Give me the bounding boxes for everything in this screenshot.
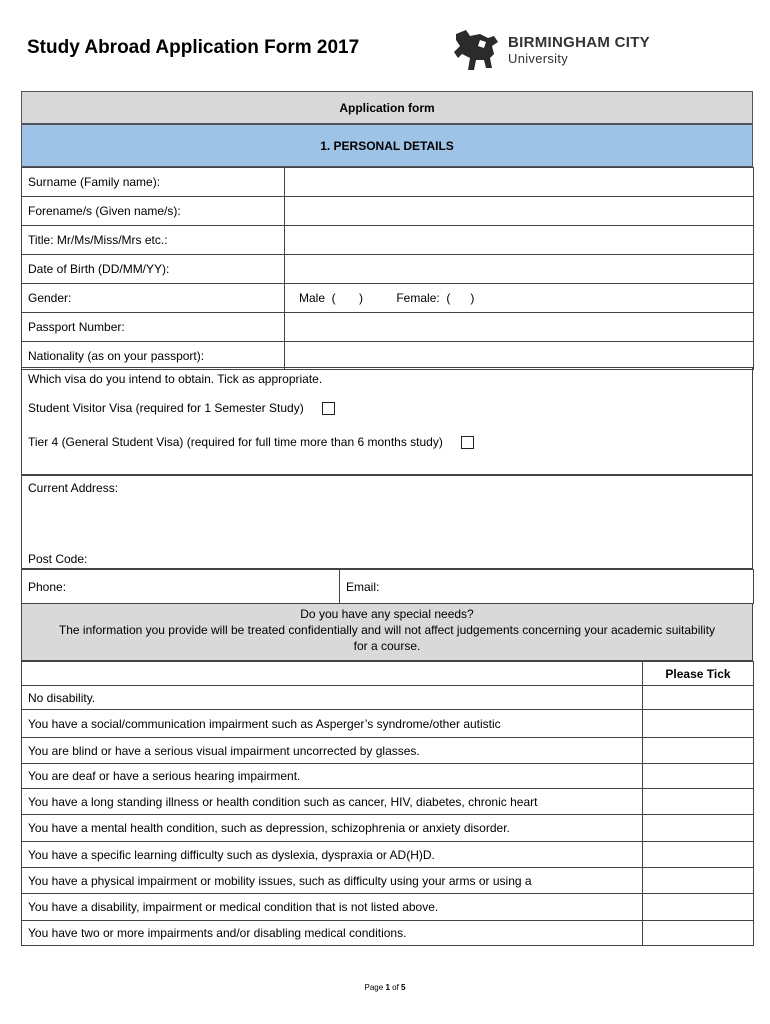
special-needs-note: The information you provide will be treated confidentially and will not affect judgements concerning your academic suitability for a course. [58,623,716,653]
page-current: 1 [385,983,390,992]
table-header-row [22,662,754,686]
tick-cell[interactable] [643,894,754,921]
field-label: Surname (Family name): [22,168,285,197]
table-row [22,764,754,789]
surname-field[interactable] [285,168,754,197]
need-label: You have a disability, impairment or medical condition that is not listed above. [22,894,643,921]
tick-cell[interactable] [643,842,754,868]
passport-number-field[interactable] [285,313,754,342]
header-blank-cell [22,662,643,686]
tick-cell[interactable] [643,710,754,738]
form-row [22,342,754,370]
tier4-visa-checkbox[interactable] [461,436,474,449]
table-row [22,868,754,894]
griffin-logo-icon [450,28,502,74]
address-label: Current Address: [28,481,119,495]
nationality-field[interactable] [285,342,754,370]
table-row [22,815,754,842]
page-prefix: Page [364,983,384,992]
visa-question: Which visa do you intend to obtain. Tick as appropriate. [28,372,323,386]
title-field[interactable] [285,226,754,255]
logo-subtitle: University [508,51,569,66]
personal-details-table [21,167,754,370]
tick-cell[interactable] [643,789,754,815]
special-needs-question: Do you have any special needs? [300,607,474,621]
email-field[interactable]: Email: [340,570,754,604]
visa-option-label: Student Visitor Visa (required for 1 Semester Study) [28,401,304,415]
tick-cell[interactable] [643,686,754,710]
table-row [22,894,754,921]
table-row [22,921,754,946]
visa-section [21,367,753,475]
special-needs-header [21,603,753,661]
visa-option-row [28,435,474,449]
need-label: You are blind or have a serious visual impairment uncorrected by glasses. [22,738,643,764]
tick-cell[interactable] [643,815,754,842]
personal-details-band [21,124,753,167]
contact-table [21,569,754,604]
table-row [22,710,754,738]
need-label: You have a long standing illness or health condition such as cancer, HIV, diabetes, chronic heart [22,789,643,815]
field-label: Date of Birth (DD/MM/YY): [22,255,285,284]
date-of-birth-field[interactable] [285,255,754,284]
table-row [22,789,754,815]
field-label: Nationality (as on your passport): [22,342,285,370]
table-row [22,686,754,710]
page-number [0,983,770,992]
form-row [22,168,754,197]
field-label: Forename/s (Given name/s): [22,197,285,226]
application-form-title: Application form [339,100,435,115]
form-row [22,284,754,313]
need-label: You have a mental health condition, such as depression, schizophrenia or anxiety disorder. [22,815,643,842]
need-label: You are deaf or have a serious hearing impairment. [22,764,643,789]
logo-name: BIRMINGHAM CITY [508,34,650,51]
need-label: You have a specific learning difficulty such as dyslexia, dyspraxia or AD(H)D. [22,842,643,868]
field-label: Passport Number: [22,313,285,342]
tick-cell[interactable] [643,764,754,789]
university-logo [450,28,680,74]
forename-field[interactable] [285,197,754,226]
tick-cell[interactable] [643,868,754,894]
need-label: You have a physical impairment or mobility issues, such as difficulty using your arms or using a [22,868,643,894]
gender-field[interactable]: Male ( ) Female: ( ) [285,284,754,313]
form-row [22,313,754,342]
document-title: Study Abroad Application Form 2017 [27,37,360,58]
tick-cell[interactable] [643,738,754,764]
student-visitor-visa-checkbox[interactable] [322,402,335,415]
section-title: 1. PERSONAL DETAILS [320,138,454,153]
field-label: Title: Mr/Ms/Miss/Mrs etc.: [22,226,285,255]
visa-option-label: Tier 4 (General Student Visa) (required for full time more than 6 months study) [28,435,443,449]
postcode-label: Post Code: [28,552,88,566]
application-form-band [21,91,753,124]
form-row [22,570,754,604]
form-row [22,197,754,226]
phone-field[interactable]: Phone: [22,570,340,604]
please-tick-header: Please Tick [643,662,754,686]
need-label: No disability. [22,686,643,710]
special-needs-table [21,661,754,946]
page-of: of [392,983,399,992]
tick-cell[interactable] [643,921,754,946]
table-row [22,842,754,868]
form-row [22,255,754,284]
form-row [22,226,754,255]
visa-option-row [28,401,335,415]
table-row [22,738,754,764]
page-total: 5 [401,983,406,992]
address-section[interactable] [21,475,753,569]
need-label: You have two or more impairments and/or disabling medical conditions. [22,921,643,946]
need-label: You have a social/communication impairment such as Asperger’s syndrome/other autistic [22,710,643,738]
field-label: Gender: [22,284,285,313]
